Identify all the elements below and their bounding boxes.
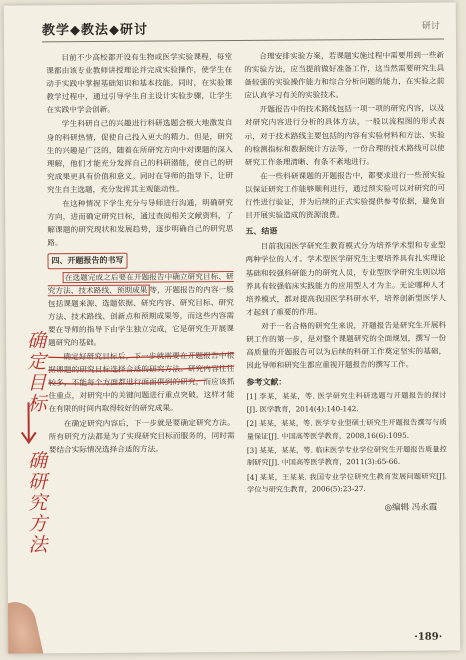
- reference-item: [3] 某某，某某，等. 临床医学专业学位研究生开题报告质量控制研究[J]. 中国高等医学教育，2011(3):65-66.: [246, 444, 447, 468]
- right-paragraph-5: 对于一名合格的研究生来说，开题报告是研究生开展科研工作的第一步，是对整个课题研究的全面规划，撰写一份高质量的开题报告可以为后续的科研工作奠定坚实的基础，因此导师和研究生都应重视开题报告的撰写工作。: [246, 320, 447, 371]
- page-number: ·189·: [414, 631, 443, 643]
- document-page: [4, 2, 461, 653]
- reference-item: [1] 李某，某某，等. 医学研究生科研选题与开题报告的探讨[J]. 医学教育，2014(4):140-142.: [246, 390, 447, 414]
- right-paragraph-1: 合理安排实验方案，若课题实施过程中需要用到一些新的实验方法，应当提前做好准备工作，这当然需要研究生具备较强的实验操作能力和综合分析问题的能力，在实验之前应认真学习有关的实验技术。: [244, 50, 445, 101]
- handwritten-arrow-icon: [17, 400, 41, 446]
- handwritten-note-determine-method: 确研究方法: [24, 450, 48, 556]
- page-header: [42, 13, 444, 43]
- section-heading-conclusion: 五、结语: [245, 225, 278, 237]
- left-paragraph-3: 在这种情况下学生充分与导师进行沟通，明确研究方向，进而确定研究目标，通过查阅相关文献资料，了解课题的研究现状和发展趋势，逐步明确自己的研究思路。: [47, 198, 234, 248]
- header-section-label: 研讨: [421, 21, 440, 32]
- left-column: [46, 50, 235, 457]
- reference-item: [4] 某某，王某某. 我国专业学位研究生教育发展问题研究[J]. 学位与研究生教育，2006(5):23-27.: [247, 471, 448, 495]
- right-paragraph-4: 目前我国医学研究生教育模式分为培养学术型和专业型两种学位的人才。学术型医学研究生主要培养具有扎实理论基础和较强科研能力的研究人员，专业型医学研究生则以培养具有较强临床实践能力的应用型人才为主。无论哪种人才培养模式，都对提高我国医学科研水平，培养创新型医学人才起到了重要的作用。: [245, 240, 446, 317]
- highlighted-sentence: 在选题完成之后要在开题报告中确立研究目标、研究方法、技术路线、预期成果: [47, 271, 234, 295]
- right-column: [244, 49, 447, 516]
- header-title: 教学◆教法◆研讨: [41, 22, 148, 39]
- left-paragraph-2: 学生科研自己的兴趣进行科研选题会极大地激发自身的科研热情，促使自己投入更大的精力。但是，研究生的兴趣是广泛的，随着在所研究方向中对课题的深入理解，他们才能充分发挥自己的科研潜能，使自己的研究成果更具有价值和意义。同时在导师的指导下，让研究生自主选题，充分发挥其主观能动性。: [46, 118, 233, 195]
- section-heading-proposal-writing: 四、开题报告的书写: [47, 253, 127, 269]
- reference-item: [2] 某某，某某，等. 医学专业型硕士研究生开题报告撰写与质量保证[J]. 中国高等医学教育，2008,16(6):1095.: [246, 417, 447, 441]
- left-paragraph-1: 目前不少高校都开设有生物或医学实验课程，每堂课都由该专业教师讲授理论并完成实验操作，使学生在动手实践中掌握基础知识和基本技能。同时，在实验课教学过程中，通过引导学生自主设计实验步骤，让学生在实践中学会创新。: [46, 51, 233, 115]
- finger-shadow: [4, 598, 49, 653]
- left-paragraph-4-rest: 等，开题报告的内容一般包括课题来源、选题依据、研究内容、研究目标、研究方法、技术路线、创新点和预期成果等，而这些内容需要在导师的指导下由学生独立完成，它是研究生开展课题研究的基础。: [47, 284, 235, 348]
- left-paragraph-highlighted: [48, 269, 235, 349]
- right-paragraph-3: 在一些科研课题的开题报告中，都要求进行一些预实验以保证研究工作能够顺利进行，通过预实验可以对研究的可行性进行验证，并为后续的正式实验提供参考依据，避免盲目开展实验造成的资源浪费。: [245, 170, 446, 221]
- left-paragraph-6: 在确定研究内容后，下一步就是要确定研究方法。所有研究方法都是为了实现研究目标而服务的，同时需要结合实际情况选择合适的方法。: [48, 417, 235, 455]
- editor-credit: ◎编辑 冯永霞: [384, 502, 438, 513]
- handwritten-note-determine-goal: 确定目标: [24, 330, 47, 415]
- right-paragraph-2: 开题报告中的技术路线包括一项一项的研究内容，以及对研究内容进行分析的具体方法，一般以流程图的形式表示，对于技术路线主要包括的内容有实验材料和方法、实验的检测指标和数据统计方法等，一份合理的技术路线可以使研究工作条理清晰、有条不紊地进行。: [244, 103, 445, 167]
- references-heading: 参考文献：: [246, 376, 287, 388]
- left-paragraph-5: 确定好研究目标后，下一步就需要在开题报告中根据课题的研究目标选择合适的研究方法。研究内容往往较多，不能每个方面都进行面面俱到的研究，而应该抓住重点，对研究中的关键问题进行重点突破，这样才能在有限的时间内取得较好的研究成果。: [48, 351, 235, 414]
